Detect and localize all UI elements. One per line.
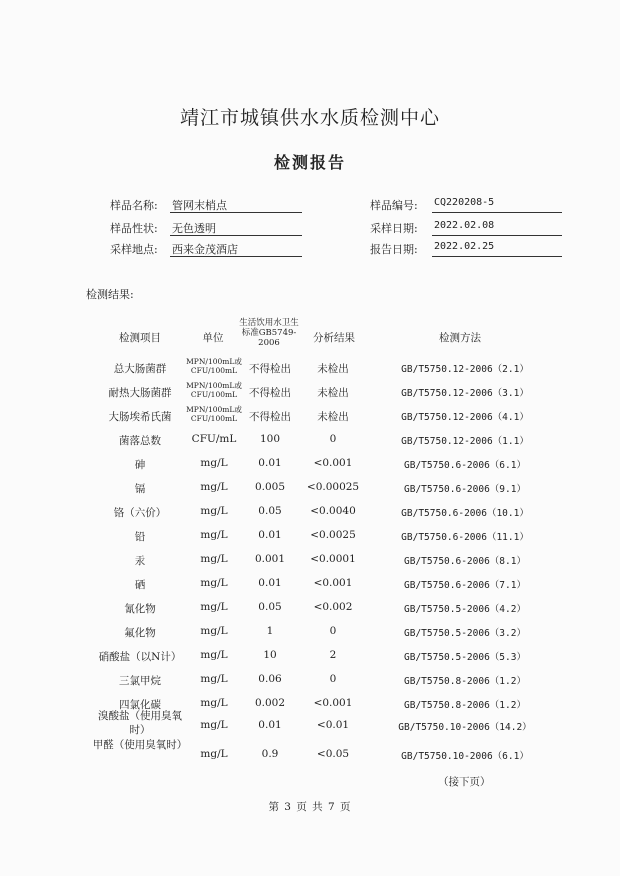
- table-row: [0, 381, 620, 405]
- row-standard: 0.05: [258, 505, 282, 517]
- row-item: 氰化物: [124, 603, 156, 615]
- row-standard: 不得检出: [249, 363, 291, 375]
- row-item: 甲醛（使用臭氧时）: [92, 739, 188, 751]
- table-row: [0, 549, 620, 573]
- row-standard: 不得检出: [249, 387, 291, 399]
- table-row: [0, 621, 620, 645]
- row-result: <0.001: [313, 697, 353, 709]
- header-unit: 单位: [202, 332, 224, 344]
- row-item: 硝酸盐（以N计）: [98, 651, 182, 663]
- sampling-site-value: 西来金茂酒店: [170, 241, 302, 257]
- sample-trait-label: 样品性状:: [110, 222, 158, 235]
- row-unit: mg/L: [200, 719, 228, 731]
- row-method: GB/T5750.8-2006（1.2）: [404, 676, 526, 687]
- row-unit: MPN/100mL或CFU/100mL: [186, 357, 242, 375]
- sample-no-label: 样品编号:: [370, 199, 418, 212]
- row-method: GB/T5750.10-2006（6.1）: [401, 751, 529, 762]
- row-standard: 0.01: [258, 719, 282, 731]
- sample-trait-value: 无色透明: [170, 220, 302, 236]
- row-item: 铅: [134, 531, 146, 543]
- results-label: 检测结果:: [86, 288, 134, 301]
- row-unit: mg/L: [200, 457, 228, 469]
- row-method: GB/T5750.8-2006（1.2）: [404, 700, 526, 711]
- row-item: 四氯化碳: [119, 699, 161, 711]
- continued-note: （接下页）: [438, 776, 491, 788]
- row-result: <0.0001: [310, 553, 356, 565]
- row-unit: mg/L: [200, 553, 228, 565]
- row-item: 三氯甲烷: [119, 675, 161, 687]
- table-row: [0, 477, 620, 501]
- row-result: <0.001: [313, 577, 353, 589]
- row-method: GB/T5750.12-2006（1.1）: [401, 436, 529, 447]
- header-method: 检测方法: [439, 332, 481, 344]
- row-item: 溴酸盐（使用臭氧时）: [98, 710, 182, 736]
- row-method: GB/T5750.6-2006（10.1）: [401, 508, 529, 519]
- header-item: 检测项目: [119, 332, 161, 344]
- row-standard: 0.002: [254, 697, 286, 709]
- row-unit: mg/L: [200, 697, 228, 709]
- sampling-date-value: 2022.02.08: [432, 220, 562, 236]
- table-row: [0, 669, 620, 693]
- row-standard: 100: [259, 433, 281, 445]
- row-result: 0: [329, 673, 337, 685]
- sampling-date-label: 采样日期:: [370, 222, 418, 235]
- report-subtitle: 检测报告: [273, 153, 346, 172]
- report-date-value: 2022.02.25: [432, 241, 562, 257]
- table-row: [0, 711, 620, 735]
- row-result: <0.001: [313, 457, 353, 469]
- table-row: [0, 573, 620, 597]
- row-item: 铬（六价）: [113, 507, 167, 519]
- row-method: GB/T5750.6-2006（7.1）: [404, 580, 526, 591]
- table-row: [0, 645, 620, 669]
- row-result: <0.01: [316, 719, 350, 731]
- row-item: 总大肠菌群: [113, 363, 167, 375]
- row-standard: 不得检出: [249, 411, 291, 423]
- row-standard: 1: [266, 625, 274, 637]
- row-unit: mg/L: [200, 625, 228, 637]
- table-row: [0, 405, 620, 429]
- row-unit: MPN/100mL或CFU/100mL: [186, 405, 242, 423]
- table-row: [0, 501, 620, 525]
- header-standard: 生活饮用水卫生标准GB5749-2006: [239, 318, 299, 348]
- row-standard: 0.01: [258, 457, 282, 469]
- row-result: 2: [329, 649, 337, 661]
- row-method: GB/T5750.10-2006（14.2）: [398, 722, 532, 733]
- row-unit: mg/L: [200, 577, 228, 589]
- row-method: GB/T5750.5-2006（3.2）: [404, 628, 526, 639]
- row-method: GB/T5750.6-2006（8.1）: [404, 556, 526, 567]
- sampling-site-label: 采样地点:: [110, 243, 158, 256]
- table-row: [0, 597, 620, 621]
- report-title: 靖江市城镇供水水质检测中心: [179, 107, 440, 129]
- sample-no-value: CQ220208-5: [432, 197, 562, 213]
- table-row: [0, 453, 620, 477]
- row-item: 汞: [134, 555, 146, 567]
- row-standard: 0.01: [258, 577, 282, 589]
- sample-info: [0, 0, 620, 260]
- row-method: GB/T5750.12-2006（4.1）: [401, 412, 529, 423]
- row-method: GB/T5750.6-2006（9.1）: [404, 484, 526, 495]
- row-result: 0: [329, 433, 337, 445]
- row-method: GB/T5750.5-2006（5.3）: [404, 652, 526, 663]
- row-result: <0.0040: [310, 505, 356, 517]
- row-unit: mg/L: [200, 649, 228, 661]
- row-item: 镉: [134, 483, 146, 495]
- row-unit: mg/L: [200, 505, 228, 517]
- row-unit: MPN/100mL或CFU/100mL: [186, 381, 242, 399]
- row-item: 砷: [134, 459, 146, 471]
- row-unit: mg/L: [200, 529, 228, 541]
- row-unit: mg/L: [200, 748, 228, 760]
- row-result: 未检出: [317, 411, 349, 423]
- table-row: [0, 429, 620, 453]
- row-standard: 0.01: [258, 529, 282, 541]
- row-result: <0.0025: [310, 529, 356, 541]
- row-item: 大肠埃希氏菌: [108, 411, 172, 423]
- sample-name-value: 管网末梢点: [170, 197, 302, 213]
- row-result: 未检出: [317, 363, 349, 375]
- row-method: GB/T5750.5-2006（4.2）: [404, 604, 526, 615]
- row-unit: mg/L: [200, 481, 228, 493]
- row-result: <0.05: [316, 748, 350, 760]
- row-unit: mg/L: [200, 601, 228, 613]
- row-method: GB/T5750.12-2006（2.1）: [401, 364, 529, 375]
- header-result: 分析结果: [313, 332, 355, 344]
- row-method: GB/T5750.12-2006（3.1）: [401, 388, 529, 399]
- row-standard: 10: [263, 649, 277, 661]
- row-standard: 0.9: [261, 748, 279, 760]
- row-result: 0: [329, 625, 337, 637]
- table-row: [0, 357, 620, 381]
- row-item: 耐热大肠菌群: [108, 387, 172, 399]
- row-method: GB/T5750.6-2006（11.1）: [401, 532, 529, 543]
- row-result: 未检出: [317, 387, 349, 399]
- row-unit: mg/L: [200, 673, 228, 685]
- table-row: [0, 740, 620, 764]
- page-footer: 第 3 页 共 7 页: [268, 801, 352, 813]
- row-item: 菌落总数: [119, 435, 161, 447]
- report-date-label: 报告日期:: [370, 243, 418, 256]
- sample-name-label: 样品名称:: [110, 199, 158, 212]
- row-standard: 0.001: [254, 553, 286, 565]
- row-standard: 0.06: [258, 673, 282, 685]
- row-unit: CFU/mL: [191, 433, 237, 445]
- row-item: 硒: [134, 579, 146, 591]
- table-row: [0, 525, 620, 549]
- row-standard: 0.005: [254, 481, 286, 493]
- row-method: GB/T5750.6-2006（6.1）: [404, 460, 526, 471]
- row-item: 氟化物: [124, 627, 156, 639]
- row-result: <0.002: [313, 601, 353, 613]
- row-result: <0.00025: [306, 481, 360, 493]
- row-standard: 0.05: [258, 601, 282, 613]
